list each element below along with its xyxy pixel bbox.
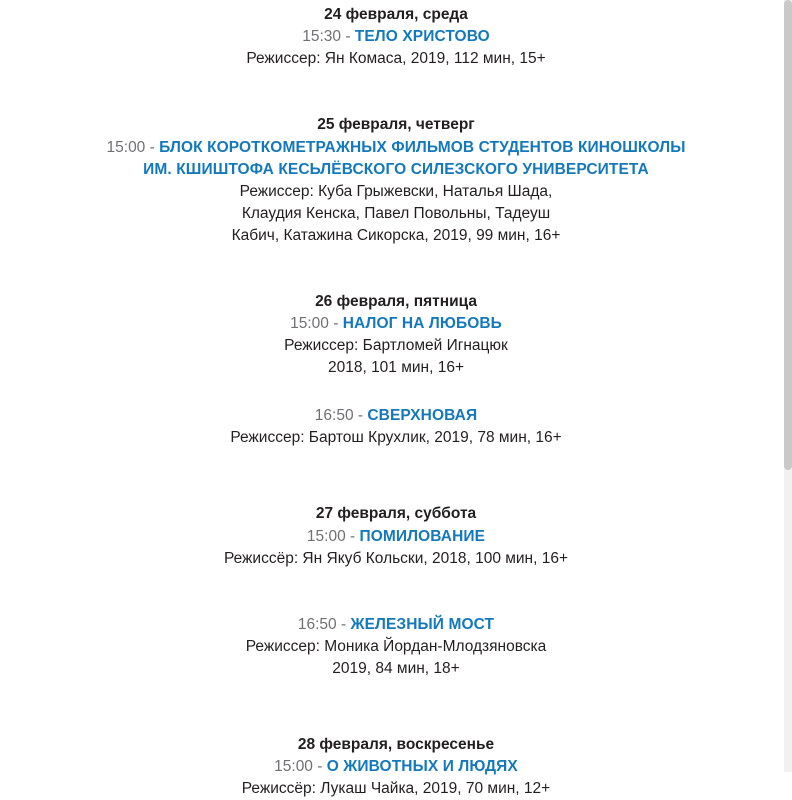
day-block: [96, 4, 696, 70]
day-block: [96, 503, 696, 679]
screening-time: 15:00: [306, 527, 346, 545]
day-block: [96, 114, 696, 246]
day-date: 27 февраля, суббота: [315, 505, 477, 523]
day-date: 24 февраля, среда: [324, 6, 468, 23]
film-credits-line: Кабич, Катажина Сикорска, 2019, 99 мин, 16+: [231, 226, 561, 244]
screening-entry: [96, 137, 696, 247]
film-credits-line: 2019, 84 мин, 18+: [332, 659, 460, 677]
film-title: СВЕРХНОВАЯ: [367, 407, 478, 425]
day-date: 25 февраля, четверг: [317, 116, 475, 134]
film-credits-line: Режиссёр: Ян Якуб Кольски, 2018, 100 мин, 16+: [223, 549, 569, 567]
vertical-scrollbar-track[interactable]: [784, 0, 792, 772]
separator-dash: -: [149, 138, 155, 156]
film-headline: [96, 26, 696, 48]
day-date: 26 февраля, пятница: [315, 292, 477, 310]
screening-time: 15:00: [290, 315, 329, 333]
vertical-scrollbar-thumb[interactable]: [784, 0, 792, 470]
screening-entry: [96, 756, 696, 800]
film-headline: [96, 137, 696, 181]
separator-dash: -: [350, 527, 356, 545]
film-headline: [96, 405, 696, 427]
screening-time: 15:00: [274, 758, 313, 776]
day-date: 28 февраля, воскресенье: [297, 735, 495, 753]
film-credits-line: Режиссер: Бартломей Игнацюк: [284, 337, 508, 355]
film-title: ТЕЛО ХРИСТОВО: [354, 28, 490, 46]
film-credits-line: Режиссер: Ян Комаса, 2019, 112 мин, 15+: [246, 50, 546, 68]
screening-time: 15:00: [106, 138, 146, 156]
screening-time: 16:50: [314, 407, 354, 425]
film-credits-line: Режиссер: Моника Йордан-Млодзяновска: [245, 637, 547, 655]
film-credits-line: Режиссер: Куба Грыжевски, Наталья Шада,: [239, 182, 553, 200]
screening-entry: [96, 614, 696, 680]
film-headline: [96, 526, 696, 548]
day-block: [96, 291, 696, 449]
screening-time: 15:30: [302, 28, 341, 46]
film-credits-line: Режиссёр: Лукаш Чайка, 2019, 70 мин, 12+: [241, 780, 551, 798]
film-title: ЖЕЛЕЗНЫЙ МОСТ: [350, 615, 495, 633]
film-title: ПОМИЛОВАНИЕ: [359, 527, 486, 545]
separator-dash: -: [345, 28, 351, 46]
film-title: О ЖИВОТНЫХ И ЛЮДЯХ: [326, 758, 518, 776]
separator-dash: -: [317, 758, 323, 776]
film-title: НАЛОГ НА ЛЮБОВЬ: [342, 315, 502, 333]
film-credits-line: 2018, 101 мин, 16+: [327, 359, 465, 377]
screening-entry: [96, 526, 696, 570]
film-headline: [96, 614, 696, 636]
screening-entry: [96, 313, 696, 379]
day-block: [96, 734, 696, 800]
film-credits-line: Режиссер: Бартош Крухлик, 2019, 78 мин, 16+: [230, 429, 562, 447]
film-headline: [96, 313, 696, 335]
screening-entry: [96, 26, 696, 70]
separator-dash: -: [333, 315, 339, 333]
screening-time: 16:50: [297, 615, 337, 633]
film-title: БЛОК КОРОТКОМЕТРАЖНЫХ ФИЛЬМОВ СТУДЕНТОВ КИНОШКОЛЫ ИМ. КШИШТОФА КЕСЬЛЁВСКОГО СИЛЕЗСКОГО УНИВЕРСИТЕТА: [143, 138, 686, 178]
screening-entry: [96, 405, 696, 449]
separator-dash: -: [340, 615, 347, 633]
separator-dash: -: [357, 407, 364, 425]
film-credits-line: Клаудия Кенска, Павел Повольны, Тадеуш: [241, 204, 551, 222]
film-headline: [96, 756, 696, 778]
